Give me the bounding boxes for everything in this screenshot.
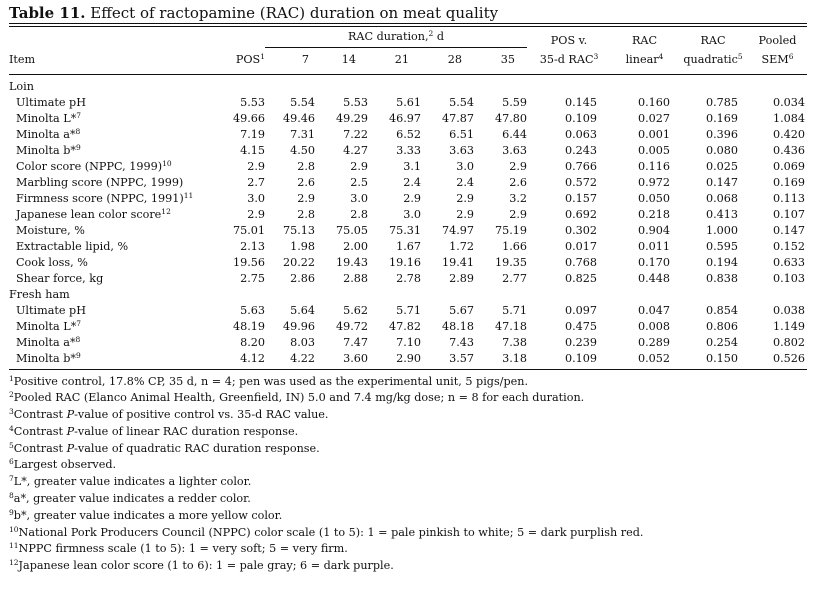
table-cell: 3.60 [343,351,368,365]
table-row [9,207,807,223]
footnote-12: $^{12}$Japanese lean color score (1 to 6): 1 = pale gray; 6 = dark purple. [9,558,394,573]
table-cell: 5.71 [396,303,421,317]
row-label: Minolta b*$^9$ [16,142,81,157]
table-cell: 2.00 [343,239,368,253]
row-label: Cook loss, % [16,255,88,269]
table-cell: 0.157 [564,191,597,205]
table-cell: 0.239 [564,335,597,349]
table-cell: 8.20 [240,335,265,349]
day-header-14: 14 [341,52,356,66]
table-cell: 0.011 [637,239,670,253]
table-cell: 1.149 [772,319,805,333]
day-header-35: 35 [500,52,515,66]
row-label: Minolta L*$^7$ [16,318,82,333]
table-cell: 49.29 [335,111,368,125]
table-cell: 5.53 [343,95,368,109]
row-label: Minolta a*$^8$ [16,334,81,349]
table-row [9,223,807,239]
table-cell: 0.768 [564,255,597,269]
table-row [9,239,807,255]
table-cell: 2.9 [247,159,265,173]
table-cell: 1.98 [290,239,315,253]
table-cell: 49.96 [282,319,315,333]
table-cell: 19.41 [441,255,474,269]
table-cell: 0.103 [772,271,805,285]
table-cell: 0.005 [637,143,670,157]
table-cell: 75.13 [282,223,315,237]
table-cell: 3.63 [449,143,474,157]
table-cell: 6.52 [396,127,421,141]
table-cell: 0.052 [637,351,670,365]
table-cell: 2.9 [509,159,527,173]
table-cell: 3.0 [247,191,265,205]
table-cell: 19.56 [232,255,265,269]
table-cell: 0.413 [705,207,738,221]
table-title [9,3,807,23]
table-cell: 5.54 [449,95,474,109]
footnote-10: $^{10}$National Pork Producers Council (NPPC) color scale (1 to 5): 1 = pale pinkish to white; 5 = dark purplish red. [9,524,644,539]
table-cell: 0.116 [637,159,670,173]
table-container [9,3,807,575]
item-header: Item [9,52,36,66]
table-cell: 49.72 [335,319,368,333]
table-cell: 2.8 [297,159,315,173]
table-cell: 2.8 [350,207,368,221]
table-cell: 75.31 [388,223,421,237]
table-cell: 5.53 [240,95,265,109]
table-cell: 49.46 [282,111,315,125]
table-cell: 0.152 [772,239,805,253]
table-cell: 0.069 [772,159,805,173]
table-cell: 0.633 [772,255,805,269]
table-cell: 0.034 [772,95,805,109]
table-cell: 1.000 [705,223,738,237]
table-cell: 3.1 [403,159,421,173]
sem-header-2: SEM$^6$ [761,51,794,66]
table-cell: 48.19 [232,319,265,333]
row-label: Color score (NPPC, 1999)$^{10}$ [16,158,172,173]
table-cell: 1.72 [449,239,474,253]
table-cell: 2.89 [449,271,474,285]
footnote-6: $^6$Largest observed. [9,457,117,472]
table-cell: 47.82 [388,319,421,333]
section-row [9,79,807,95]
table-cell: 0.448 [637,271,670,285]
table-cell: 0.109 [564,351,597,365]
table-cell: 5.63 [240,303,265,317]
table-cell: 2.9 [456,207,474,221]
table-cell: 49.66 [232,111,265,125]
table-row [9,175,807,191]
table-cell: 6.51 [449,127,474,141]
table-cell: 2.9 [403,191,421,205]
table-row [9,351,807,367]
table-cell: 75.19 [494,223,527,237]
table-cell: 2.9 [297,191,315,205]
table-cell: 48.18 [441,319,474,333]
table-cell: 3.18 [502,351,527,365]
table-row [9,191,807,207]
table-cell: 6.44 [502,127,527,141]
table-cell: 2.9 [509,207,527,221]
table-cell: 46.97 [388,111,421,125]
table-cell: 0.008 [637,319,670,333]
table-row [9,255,807,271]
table-cell: 0.692 [564,207,597,221]
table-cell: 0.147 [772,223,805,237]
table-cell: 0.050 [637,191,670,205]
table-cell: 3.0 [456,159,474,173]
footnote-2: $^2$Pooled RAC (Elanco Animal Health, Greenfield, IN) 5.0 and 7.4 mg/kg dose; n = 8 for each duration. [9,390,585,405]
table-cell: 0.838 [705,271,738,285]
table-cell: 5.71 [502,303,527,317]
table-cell: 7.22 [343,127,368,141]
table-cell: 2.9 [456,191,474,205]
table-cell: 0.001 [637,127,670,141]
table-cell: 4.15 [240,143,265,157]
table-cell: 4.12 [240,351,265,365]
footnote-1: $^1$Positive control, 17.8% CP, 35 d, n = 4; pen was used as the experimental unit, 5 pigs/pen. [9,373,528,388]
table-cell: 3.0 [350,191,368,205]
table-cell: 7.47 [343,335,368,349]
table-cell: 47.80 [494,111,527,125]
table-cell: 2.9 [350,159,368,173]
table-cell: 0.027 [637,111,670,125]
footnote-5: $^5$Contrast P-value of quadratic RAC duration response. [9,440,320,455]
section-row [9,287,807,303]
table-cell: 2.4 [456,175,474,189]
table-cell: 3.57 [449,351,474,365]
table-cell: 0.097 [564,303,597,317]
table-cell: 5.61 [396,95,421,109]
table-cell: 0.806 [705,319,738,333]
table-cell: 0.017 [564,239,597,253]
table-cell: 0.302 [564,223,597,237]
table-cell: 5.67 [449,303,474,317]
row-label: Minolta a*$^8$ [16,126,81,141]
table-cell: 47.18 [494,319,527,333]
linear-header-1: RAC [631,33,658,47]
footnotes [9,374,807,576]
section-label: Fresh ham [9,287,70,301]
table-cell: 0.802 [772,335,805,349]
table-cell: 2.9 [247,207,265,221]
table-cell: 0.025 [705,159,738,173]
table-row [9,271,807,287]
table-cell: 1.66 [502,239,527,253]
table-caption: Effect of ractopamine (RAC) duration on meat quality [90,4,499,22]
table-row [9,111,807,127]
table-body [9,79,807,367]
row-label: Ultimate pH [16,303,86,317]
table-cell: 0.254 [705,335,738,349]
row-label: Marbling score (NPPC, 1999) [16,175,184,189]
row-label: Extractable lipid, % [16,239,129,253]
table-cell: 2.7 [247,175,265,189]
row-label: Shear force, kg [16,271,104,285]
table-cell: 19.35 [494,255,527,269]
table-cell: 0.194 [705,255,738,269]
table-cell: 0.420 [772,127,805,141]
table-cell: 0.526 [772,351,805,365]
linear-header-2: linear$^4$ [625,51,664,66]
table-cell: 0.109 [564,111,597,125]
table-cell: 4.27 [343,143,368,157]
table-cell: 1.084 [772,111,805,125]
footnote-3: $^3$Contrast P-value of positive control vs. 35-d RAC value. [9,407,329,422]
quad-header-1: RAC [700,33,726,47]
table-cell: 0.289 [637,335,670,349]
table-cell: 5.59 [502,95,527,109]
table-cell: 2.8 [297,207,315,221]
table-cell: 8.03 [290,335,315,349]
table-cell: 3.63 [502,143,527,157]
table-cell: 0.169 [705,111,738,125]
table-cell: 7.43 [449,335,474,349]
table-cell: 2.4 [403,175,421,189]
table-cell: 0.038 [772,303,805,317]
table-row [9,143,807,159]
pos-v-header-1: POS v. [550,33,588,47]
table-cell: 0.572 [564,175,597,189]
day-header-28: 28 [447,52,462,66]
table-cell: 0.147 [705,175,738,189]
table-cell: 0.113 [772,191,805,205]
table-cell: 0.145 [564,95,597,109]
table-cell: 74.97 [441,223,474,237]
table-cell: 2.6 [509,175,527,189]
table-cell: 0.904 [637,223,670,237]
table-cell: 5.64 [290,303,315,317]
table-cell: 1.67 [396,239,421,253]
table-cell: 7.38 [502,335,527,349]
table-cell: 0.150 [705,351,738,365]
data-table [9,27,807,367]
table-cell: 3.2 [509,191,527,205]
row-label: Minolta L*$^7$ [16,110,82,125]
table-cell: 2.5 [350,175,368,189]
table-cell: 0.396 [705,127,738,141]
table-row [9,335,807,351]
row-label: Minolta b*$^9$ [16,350,81,365]
table-cell: 19.43 [335,255,368,269]
table-cell: 7.10 [396,335,421,349]
table-cell: 2.77 [502,271,527,285]
table-cell: 2.90 [396,351,421,365]
table-row [9,95,807,111]
row-label: Ultimate pH [16,95,86,109]
bottom-rule [9,369,807,370]
table-cell: 2.88 [343,271,368,285]
table-cell: 75.01 [232,223,265,237]
footnote-8: $^8$a*, greater value indicates a redder color. [9,491,251,506]
table-cell: 3.33 [396,143,421,157]
quad-header-2: quadratic$^5$ [683,51,743,66]
table-cell: 0.785 [705,95,738,109]
table-cell: 0.160 [637,95,670,109]
table-cell: 0.107 [772,207,805,221]
table-row [9,303,807,319]
table-row [9,159,807,175]
table-cell: 75.05 [335,223,368,237]
table-cell: 5.54 [290,95,315,109]
table-cell: 0.170 [637,255,670,269]
table-cell: 2.6 [297,175,315,189]
table-cell: 0.068 [705,191,738,205]
table-cell: 2.78 [396,271,421,285]
day-header-7: 7 [301,52,309,66]
row-label: Firmness score (NPPC, 1991)$^{11}$ [16,190,194,205]
table-cell: 3.0 [403,207,421,221]
table-cell: 0.825 [564,271,597,285]
pos-v-header-2: 35-d RAC$^3$ [539,51,599,66]
table-cell: 47.87 [441,111,474,125]
table-cell: 7.19 [240,127,265,141]
table-cell: 2.86 [290,271,315,285]
table-cell: 20.22 [282,255,315,269]
table-cell: 0.063 [564,127,597,141]
footnote-9: $^9$b*, greater value indicates a more yellow color. [9,507,283,522]
table-cell: 2.75 [240,271,265,285]
table-cell: 0.047 [637,303,670,317]
section-label: Loin [9,79,34,93]
table-header [9,27,807,79]
table-cell: 0.218 [637,207,670,221]
table-cell: 0.436 [772,143,805,157]
footnote-7: $^7$L*, greater value indicates a lighter color. [9,474,252,489]
table-cell: 0.972 [637,175,670,189]
table-row [9,127,807,143]
table-cell: 0.475 [564,319,597,333]
table-cell: 19.16 [388,255,421,269]
row-label: Moisture, % [16,223,85,237]
table-cell: 5.62 [343,303,368,317]
day-header-21: 21 [394,52,409,66]
table-cell: 0.169 [772,175,805,189]
table-cell: 0.595 [705,239,738,253]
table-cell: 0.243 [564,143,597,157]
footnote-4: $^4$Contrast P-value of linear RAC duration response. [9,423,299,438]
table-label: Table 11. [9,4,86,22]
table-cell: 4.50 [290,143,315,157]
pos-header: POS$^1$ [235,51,265,66]
table-cell: 7.31 [290,127,315,141]
rac-duration-header: RAC duration,$^2$ d [265,27,527,48]
row-label: Japanese lean color score$^{12}$ [16,206,171,221]
table-cell: 2.13 [240,239,265,253]
footnote-11: $^{11}$NPPC firmness scale (1 to 5): 1 = very soft; 5 = very firm. [9,541,348,556]
table-cell: 0.854 [705,303,738,317]
sem-header-1: Pooled [758,33,797,47]
table-cell: 0.080 [705,143,738,157]
table-cell: 4.22 [290,351,315,365]
table-cell: 0.766 [564,159,597,173]
table-row [9,319,807,335]
